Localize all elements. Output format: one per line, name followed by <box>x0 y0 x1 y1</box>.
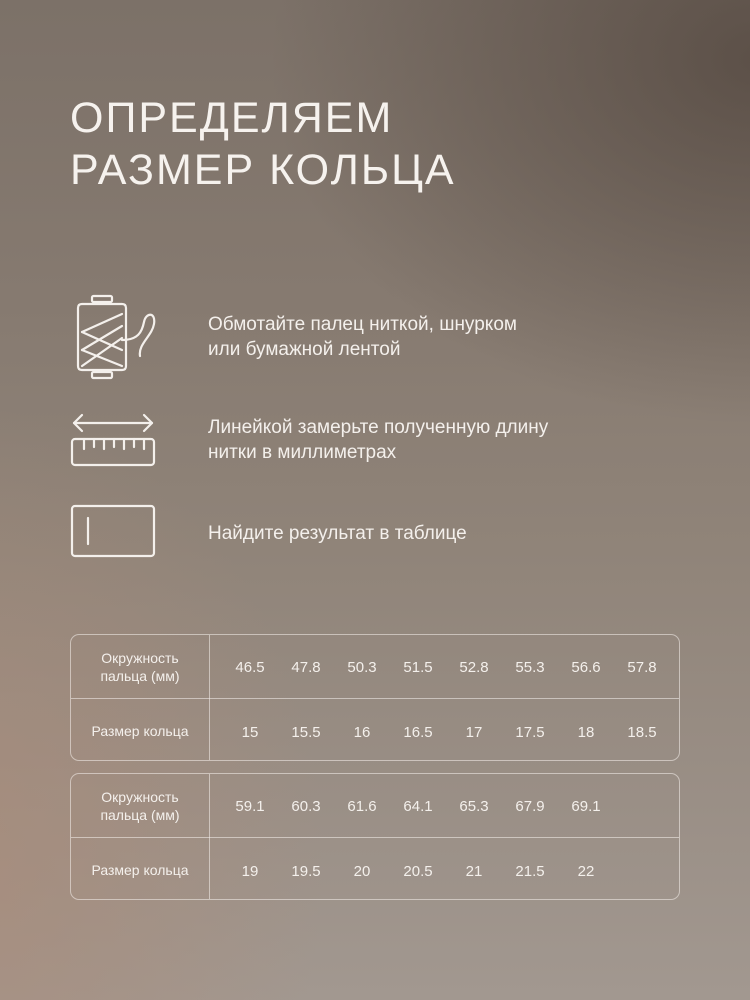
step-text-line: Найдите результат в таблице <box>208 522 467 544</box>
step-text-line: или бумажной лентой <box>208 339 401 360</box>
row-header <box>71 635 209 698</box>
step-text <box>208 312 517 362</box>
table-cell: 15.5 <box>291 724 321 741</box>
ruler-measure-icon <box>68 395 158 485</box>
size-table-2 <box>70 773 680 900</box>
title-line-2: РАЗМЕР КОЛЬЦА <box>70 146 456 194</box>
table-cell: 19 <box>241 863 259 880</box>
table-cell: 60.3 <box>291 798 321 815</box>
step-wrap-finger <box>68 292 688 382</box>
table-row-size <box>71 698 679 761</box>
table-cell: 22 <box>577 863 595 880</box>
row-header-line: Размер кольца <box>91 722 189 739</box>
row-header-line: пальца (мм) <box>100 806 180 823</box>
table-cell: 61.6 <box>347 798 377 815</box>
table-cell: 46.5 <box>235 659 265 676</box>
table-cell: 16 <box>353 724 371 741</box>
table-cell: 19.5 <box>291 863 321 880</box>
table-cell: 17.5 <box>515 724 545 741</box>
title-line-1: ОПРЕДЕЛЯЕМ <box>70 94 394 142</box>
table-cell: 55.3 <box>515 659 545 676</box>
table-cell: 16.5 <box>403 724 433 741</box>
table-row-circumference <box>71 774 679 837</box>
table-cell: 47.8 <box>291 659 321 676</box>
table-cell: 65.3 <box>459 798 489 815</box>
table-cell: 56.6 <box>571 659 601 676</box>
table-cell: 64.1 <box>403 798 433 815</box>
thread-spool-icon <box>68 292 158 382</box>
table-cell: 67.9 <box>515 798 545 815</box>
row-header-line: пальца (мм) <box>100 667 180 684</box>
table-cell: 50.3 <box>347 659 377 676</box>
table-row-size <box>71 837 679 900</box>
table-cell: 69.1 <box>571 798 601 815</box>
table-row-circumference <box>71 635 679 698</box>
table-cell: 20 <box>353 863 371 880</box>
page-title <box>70 92 456 196</box>
step-text <box>208 521 467 546</box>
step-text-line: Обмотайте палец ниткой, шнурком <box>208 314 517 335</box>
step-text <box>208 415 548 465</box>
row-header <box>71 774 209 837</box>
table-cell: 59.1 <box>235 798 265 815</box>
step-text-line: Линейкой замерьте полученную длину <box>208 417 549 438</box>
table-cell: 17 <box>465 724 483 741</box>
table-cell: 21 <box>465 863 483 880</box>
row-header-line: Размер кольца <box>91 861 189 878</box>
table-card-icon <box>68 488 158 578</box>
size-table-1 <box>70 634 680 761</box>
row-header-line: Окружность <box>101 788 179 805</box>
table-cell: 57.8 <box>627 659 657 676</box>
step-measure-thread <box>68 395 688 485</box>
table-cell: 18 <box>577 724 595 741</box>
table-cell: 18.5 <box>627 724 657 741</box>
step-text-line: нитки в миллиметрах <box>208 442 397 463</box>
table-cell: 52.8 <box>459 659 489 676</box>
row-header <box>71 838 209 901</box>
table-cell: 51.5 <box>403 659 433 676</box>
step-find-result <box>68 488 688 578</box>
table-cell: 20.5 <box>403 863 433 880</box>
table-cell: 15 <box>241 724 259 741</box>
row-header <box>71 699 209 762</box>
row-header-line: Окружность <box>101 649 179 666</box>
table-cell: 21.5 <box>515 863 545 880</box>
